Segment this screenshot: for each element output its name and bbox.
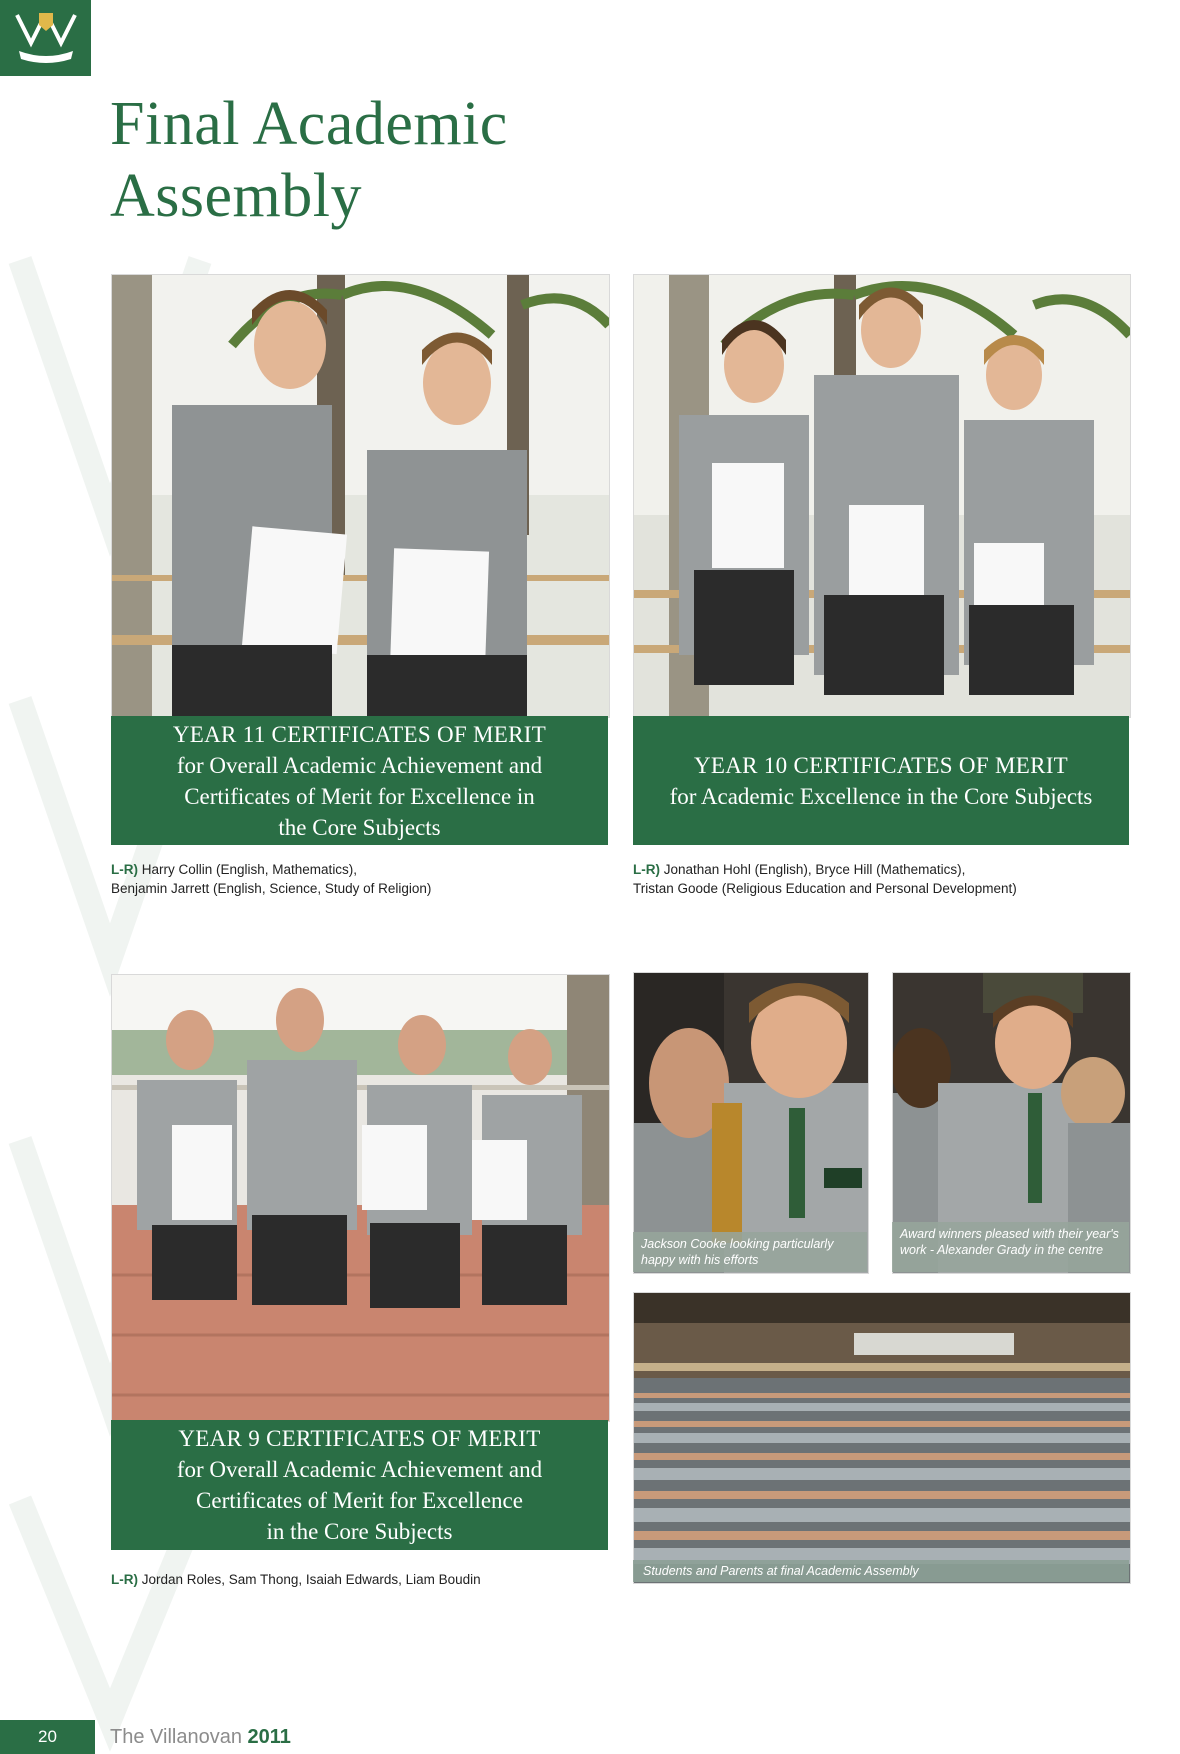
caption-year11-line: Certificates of Merit for Excellence in [184,783,535,809]
names-year11 [111,860,611,898]
shield-logo-icon [11,9,81,67]
photo-assembly-hall [633,1292,1131,1584]
caption-year10-line: for Academic Excellence in the Core Subjects [669,783,1093,809]
publication-title: The Villanovan [110,1726,242,1748]
caption-year11-heading: YEAR 11 CERTIFICATES OF MERIT [172,721,547,747]
names-year9-line1: Jordan Roles, Sam Thong, Isaiah Edwards, Liam Boudin [138,1572,481,1587]
caption-jackson: Jackson Cooke looking particularly happy with his efforts [633,1232,867,1272]
caption-year10 [633,716,1129,845]
names-year11-line2: Benjamin Jarrett (English, Science, Study of Religion) [111,881,432,896]
photo-year9-students [111,974,610,1422]
photo-year11-students [111,274,610,718]
page-title-line1: Final Academic [110,90,508,158]
school-logo [0,0,91,76]
caption-year11-line: the Core Subjects [278,814,441,840]
photo-year10-students [633,274,1131,718]
names-year10-line1: Jonathan Hohl (English), Bryce Hill (Mathematics), [660,862,966,877]
caption-year9-line: Certificates of Merit for Excellence [196,1488,523,1513]
names-lr-label: L-R) [111,1572,138,1587]
names-year10-line2: Tristan Goode (Religious Education and Personal Development) [633,881,1017,896]
page-title-line2: Assembly [110,162,362,230]
page-title [110,88,670,232]
names-year11-line1: Harry Collin (English, Mathematics), [138,862,358,877]
names-lr-label: L-R) [111,862,138,877]
caption-year9 [111,1420,608,1550]
publication-year: 2011 [247,1726,291,1748]
caption-year9-line: in the Core Subjects [266,1519,453,1544]
names-lr-label: L-R) [633,862,660,877]
names-year9 [111,1570,611,1589]
photo-jackson-cooke [633,972,869,1274]
caption-assembly-hall: Students and Parents at final Academic Assembly [633,1560,1129,1582]
caption-year9-heading: YEAR 9 CERTIFICATES OF MERIT [178,1426,541,1451]
publication-name [110,1720,291,1754]
caption-award-winners: Award winners pleased with their year's work - Alexander Grady in the centre [892,1222,1129,1272]
caption-year9-line: for Overall Academic Achievement and [176,1457,543,1482]
caption-year11-line: for Overall Academic Achievement and [176,752,543,778]
caption-year11 [111,716,608,845]
caption-year10-heading: YEAR 10 CERTIFICATES OF MERIT [693,752,1069,778]
names-year10 [633,860,1153,898]
page-number: 20 [0,1720,95,1754]
